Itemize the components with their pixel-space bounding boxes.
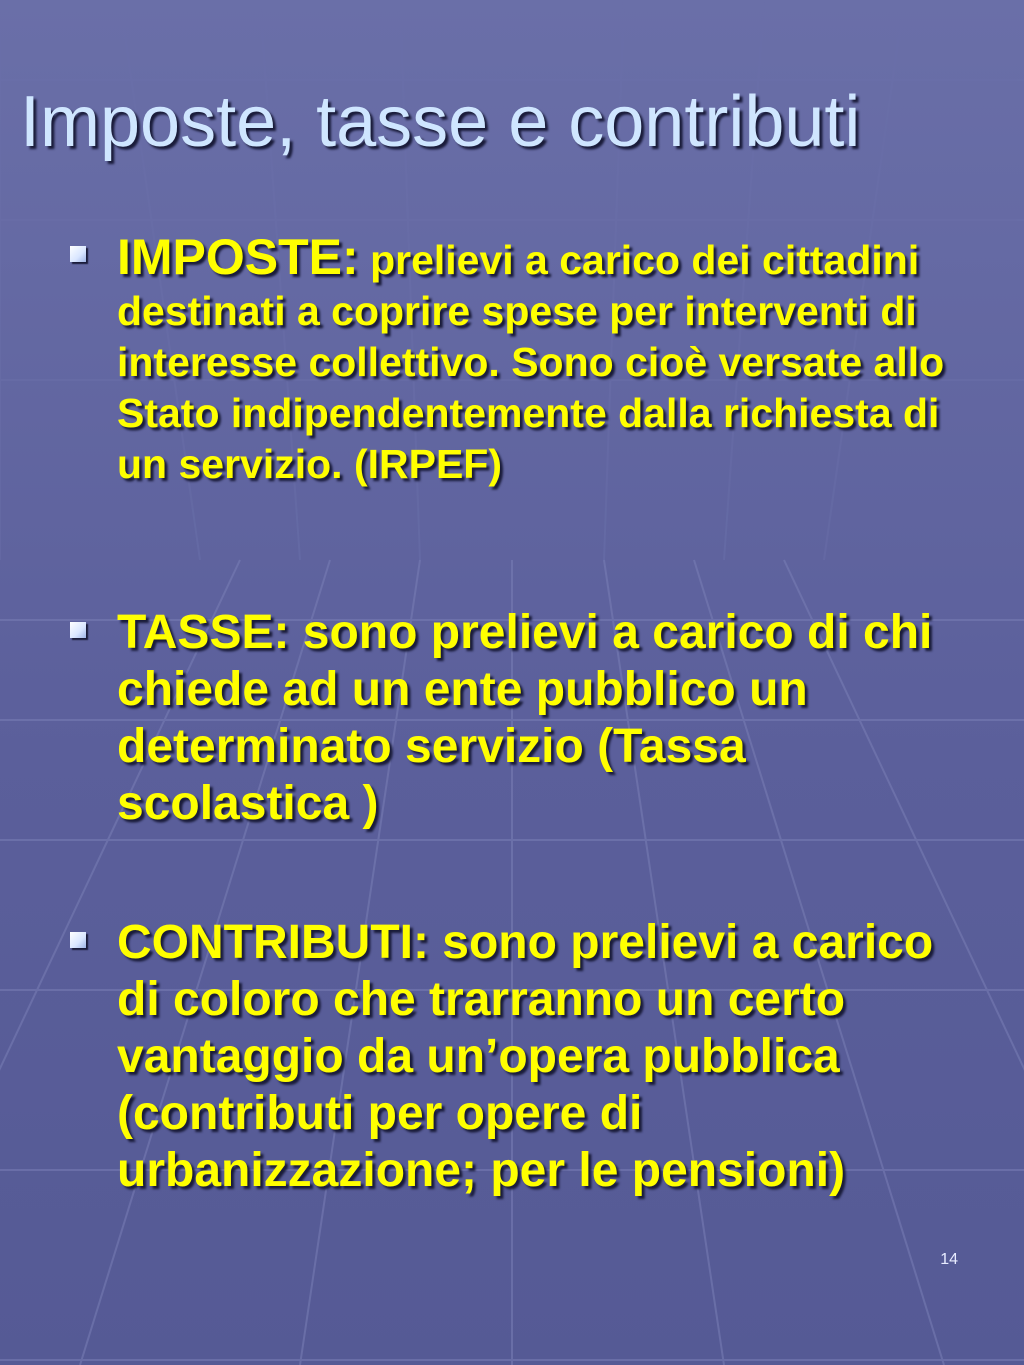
square-bullet-icon xyxy=(70,932,86,948)
list-item-text xyxy=(117,604,957,832)
list-item-text xyxy=(117,914,967,1199)
square-bullet-icon xyxy=(70,246,86,262)
list-item-term: IMPOSTE: xyxy=(117,229,359,285)
list-item-description: prelievi a carico dei cittadini destinati a coprire spese per interventi di interesse collettivo. Sono cioè versate allo Stato indipendentemente dalla richiesta di un servizio. (IRPEF) xyxy=(117,237,945,487)
list-item-term: CONTRIBUTI: xyxy=(117,916,429,969)
list-item-description: sono prelievi a carico di chi chiede ad un ente pubblico un determinato servizio (Tassa scolastica ) xyxy=(117,606,933,830)
list-item-text xyxy=(117,229,947,490)
list-item-term: TASSE: xyxy=(117,606,290,659)
slide-title: Imposte, tasse e contributi xyxy=(20,82,861,162)
list-item-description: sono prelievi a carico di coloro che trarranno un certo vantaggio da un’opera pubblica (contributi per opere di urbanizzazione; per le pensioni) xyxy=(117,916,934,1197)
page-number: 14 xyxy=(940,1251,958,1268)
square-bullet-icon xyxy=(70,622,86,638)
